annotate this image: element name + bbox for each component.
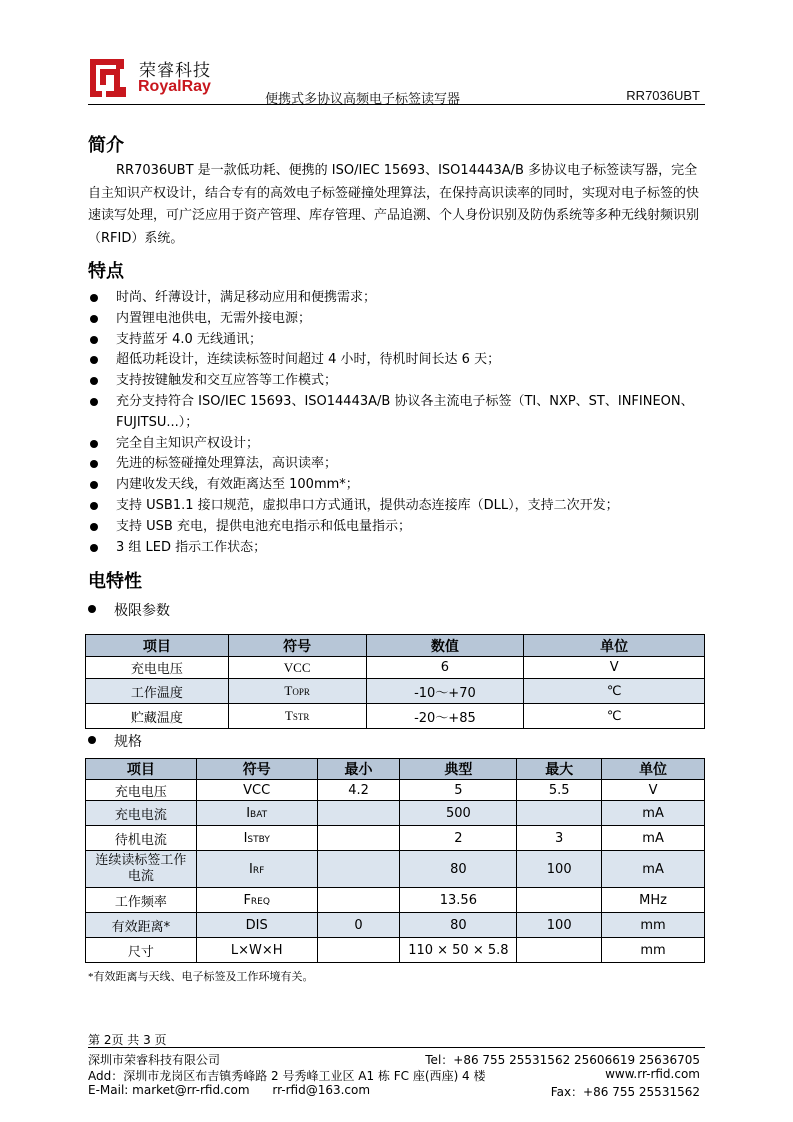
intro-heading: 简介 [88, 135, 124, 156]
table-cell: 尺寸 [86, 938, 197, 963]
table-cell: mA [602, 801, 705, 826]
table-cell [317, 826, 400, 851]
list-item: 3 组 LED 指示工作状态； [88, 538, 708, 559]
table-cell: 工作温度 [86, 679, 229, 704]
list-item: 支持蓝牙 4.0 无线通讯； [88, 330, 708, 351]
footer-address: Add：深圳市龙岗区布吉镇秀峰路 2 号秀峰工业区 A1 栋 FC 座(西座) 4 楼 [88, 1069, 486, 1083]
table-cell: 6 [366, 657, 524, 679]
column-header: 典型 [400, 759, 517, 780]
table-cell: 充电电流 [86, 801, 197, 826]
table-cell: 充电电压 [86, 780, 197, 801]
table-cell: V [602, 780, 705, 801]
logo-chinese-name: 荣睿科技 [139, 61, 211, 81]
list-item: 完全自主知识产权设计； [88, 434, 708, 455]
table-row [86, 657, 705, 679]
table-cell: -20～+85 [366, 704, 524, 729]
table-cell: ℃ [524, 704, 705, 729]
list-item: 内建收发天线，有效距离达至 100mm*； [88, 475, 708, 496]
table-cell: 有效距离* [86, 913, 197, 938]
footer-tel: Tel：+86 755 25531562 25606619 25636705 [425, 1053, 700, 1067]
footnote: *有效距离与天线、电子标签及工作环境有关。 [88, 971, 314, 983]
column-header: 最大 [517, 759, 602, 780]
table-cell: TOPR [228, 679, 366, 704]
header-model: RR7036UBT [626, 88, 700, 103]
table-cell [517, 888, 602, 913]
list-item: 支持按键触发和交互应答等工作模式； [88, 371, 708, 392]
limits-label: 极限参数 [88, 600, 170, 620]
table-row [86, 780, 705, 801]
features-list [88, 288, 708, 558]
table-cell: TSTR [228, 704, 366, 729]
table-cell: 工作频率 [86, 888, 197, 913]
table-cell: 3 [517, 826, 602, 851]
table-cell: 4.2 [317, 780, 400, 801]
bullet-icon [88, 605, 96, 613]
table-cell [317, 888, 400, 913]
limits-table [85, 634, 705, 729]
table-cell: FREQ [196, 888, 317, 913]
table-cell: 2 [400, 826, 517, 851]
list-item: 先进的标签碰撞处理算法，高识读率； [88, 454, 708, 475]
footer-company: 深圳市荣睿科技有限公司 [88, 1053, 221, 1067]
table-cell [517, 801, 602, 826]
table-cell: 5 [400, 780, 517, 801]
table-cell [317, 938, 400, 963]
table-row [86, 938, 705, 963]
footer-fax: Fax：+86 755 25531562 [550, 1085, 700, 1099]
table-row [86, 704, 705, 729]
table-cell: VCC [228, 657, 366, 679]
column-header: 单位 [524, 635, 705, 657]
features-heading: 特点 [88, 261, 124, 282]
spec-label: 规格 [88, 731, 142, 751]
list-item: 充分支持符合 ISO/IEC 15693、ISO14443A/B 协议各主流电子标签（TI、NXP、ST、INFINEON、FUJITSU...）； [88, 392, 708, 434]
table-cell: MHz [602, 888, 705, 913]
column-header: 单位 [602, 759, 705, 780]
table-cell: 5.5 [517, 780, 602, 801]
footer-website[interactable]: www.rr-rfid.com [605, 1067, 700, 1081]
table-row [86, 679, 705, 704]
table-cell: 500 [400, 801, 517, 826]
column-header: 项目 [86, 635, 229, 657]
table-cell: L×W×H [196, 938, 317, 963]
column-header: 符号 [196, 759, 317, 780]
table-cell: DIS [196, 913, 317, 938]
table-cell: IBAT [196, 801, 317, 826]
table-cell: ISTBY [196, 826, 317, 851]
header-divider [88, 104, 705, 105]
table-cell: V [524, 657, 705, 679]
table-cell: mm [602, 913, 705, 938]
footer-divider [88, 1047, 705, 1048]
spec-table [85, 758, 705, 963]
table-row [86, 826, 705, 851]
header-subtitle: 便携式多协议高频电子标签读写器 [265, 92, 461, 107]
list-item: 内置锂电池供电，无需外接电源； [88, 309, 708, 330]
table-cell: 100 [517, 913, 602, 938]
column-header: 项目 [86, 759, 197, 780]
table-cell: 13.56 [400, 888, 517, 913]
royalray-logo-icon [88, 57, 128, 99]
table-cell: 贮藏温度 [86, 704, 229, 729]
table-cell: 连续读标签工作电流 [86, 851, 197, 888]
column-header: 最小 [317, 759, 400, 780]
table-cell [517, 938, 602, 963]
list-item: 支持 USB1.1 接口规范，虚拟串口方式通讯，提供动态连接库（DLL），支持二次开发； [88, 496, 708, 517]
list-item: 支持 USB 充电，提供电池充电指示和低电量指示； [88, 517, 708, 538]
table-cell [317, 851, 400, 888]
table-row [86, 851, 705, 888]
logo-english-name: RoyalRay [138, 78, 211, 95]
electrical-heading: 电特性 [88, 571, 142, 592]
table-cell: 100 [517, 851, 602, 888]
table-cell: 110 × 50 × 5.8 [400, 938, 517, 963]
table-cell: 80 [400, 913, 517, 938]
list-item: 超低功耗设计，连续读标签时间超过 4 小时，待机时间长达 6 天； [88, 350, 708, 371]
column-header: 数值 [366, 635, 524, 657]
table-row [86, 801, 705, 826]
table-cell [317, 801, 400, 826]
footer-email[interactable]: E-Mail: market@rr-rfid.com rr-rfid@163.com [88, 1083, 371, 1097]
table-header-row [86, 759, 705, 780]
table-cell: 待机电流 [86, 826, 197, 851]
intro-paragraph: RR7036UBT 是一款低功耗、便携的 ISO/IEC 15693、ISO14443A/B 多协议电子标签读写器，完全自主知识产权设计，结合专有的高效电子标签碰撞处理算法，在保持高识读率的同时，实现对电子标签的快速读写处理，可广泛应用于资产管理、库存管理、产品追溯、个人身份识别及防伪系统等多种无线射频识别（RFID）系统。 [88, 163, 700, 246]
table-cell: ℃ [524, 679, 705, 704]
table-header-row [86, 635, 705, 657]
table-cell: 0 [317, 913, 400, 938]
table-cell: mA [602, 851, 705, 888]
table-cell: -10～+70 [366, 679, 524, 704]
table-cell: mA [602, 826, 705, 851]
table-cell: IRF [196, 851, 317, 888]
list-item: 时尚、纤薄设计，满足移动应用和便携需求； [88, 288, 708, 309]
table-row [86, 888, 705, 913]
table-row [86, 913, 705, 938]
table-cell: VCC [196, 780, 317, 801]
bullet-icon [88, 736, 96, 744]
page-number: 第 2页 共 3 页 [88, 1033, 167, 1047]
table-cell: 80 [400, 851, 517, 888]
column-header: 符号 [228, 635, 366, 657]
table-cell: 充电电压 [86, 657, 229, 679]
table-cell: mm [602, 938, 705, 963]
